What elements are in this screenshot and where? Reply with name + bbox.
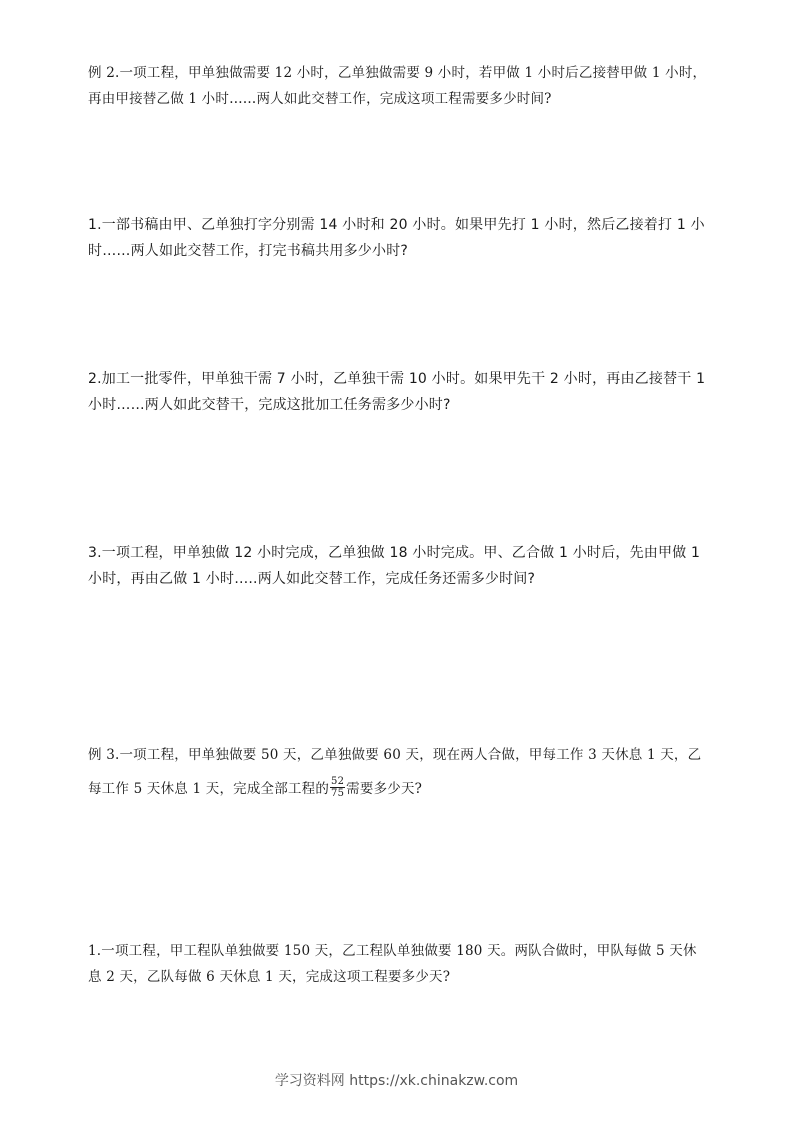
fraction: [330, 776, 345, 799]
example-2-problem: 例 2.一项工程，甲单独做需要 12 小时，乙单独做需要 9 小时，若甲做 1 小时后乙接替甲做 1 小时，再由甲接替乙做 1 小时……两人如此交替工作，完成这项工程需要多少时间?: [88, 65, 707, 107]
example-3-text-before: 例 3.一项工程，甲单独做要 50 天，乙单独做要 60 天，现在两人合做，甲每工作 3 天休息 1 天，乙每工作 5 天休息 1 天，完成全部工程的: [88, 747, 702, 797]
problem-1-alternating-typing: 1.一部书稿由甲、乙单独打字分别需 14 小时和 20 小时。如果甲先打 1 小时，然后乙接着打 1 小时……两人如此交替工作，打完书稿共用多少小时?: [88, 217, 705, 259]
footer-watermark: 学习资料网 https://xk.chinakzw.com: [274, 1073, 519, 1089]
fraction-numerator: 52: [331, 776, 345, 787]
fraction-denominator: 75: [331, 788, 345, 799]
problem-2-alternating-parts: 2.加工一批零件，甲单独干需 7 小时，乙单独干需 10 小时。如果甲先干 2 小时，再由乙接替干 1 小时……两人如此交替干，完成这批加工任务需多少小时?: [88, 371, 706, 413]
problem-3-alternating-after-joint: 3.一项工程，甲单独做 12 小时完成，乙单独做 18 小时完成。甲、乙合做 1 小时后，先由甲做 1 小时，再由乙做 1 小时…..两人如此交替工作，完成任务还需多少时间?: [88, 545, 701, 587]
example-3-problem: [88, 738, 708, 806]
problem-1-team-rest-days: 1.一项工程，甲工程队单独做要 150 天，乙工程队单独做要 180 天。两队合做时，甲队每做 5 天休息 2 天，乙队每做 6 天休息 1 天，完成这项工程要多少天?: [88, 943, 697, 985]
example-3-text-after: 需要多少天?: [346, 781, 423, 797]
